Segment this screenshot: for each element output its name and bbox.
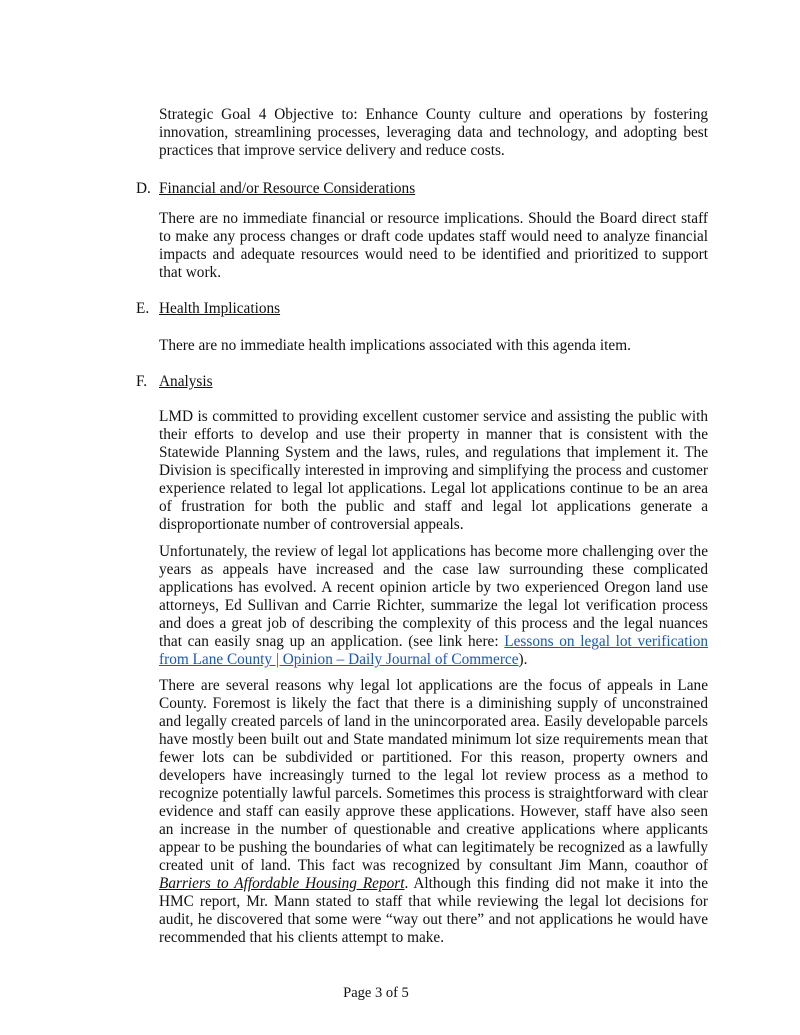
- section-e-title: Health Implications: [159, 300, 281, 317]
- section-e-body: There are no immediate health implications associated with this agenda item.: [159, 337, 631, 354]
- analysis-paragraph-3: [159, 677, 708, 947]
- analysis-paragraph-2-text: Unfortunately, the review of legal lot applications has become more challenging over the years as appeals have increased and the case law surrounding these complicated applications has evolved. A recent opinion article by two experienced Oregon land use attorneys, Ed Sullivan and Carrie Richter, summarize the legal lot verification process and does a great job of describing the complexity of this process and the legal nuances that can easily snag up an application. (see link here:: [159, 543, 708, 650]
- section-f-title: Analysis: [159, 373, 213, 390]
- section-e-letter: E.: [136, 300, 150, 317]
- analysis-paragraph-2: [159, 543, 708, 669]
- analysis-paragraph-3-start: There are several reasons why legal lot applications are the focus of appeals in Lane County. Foremost is likely the fact that there is a diminishing supply of unconstrained and legally created parcels of land in the unincorporated area. Easily developable parcels have mostly been built out and State mandated minimum lot size requirements mean that fewer lots can be subdivided or partitioned. For this reason, property owners and developers have increasingly turned to the legal lot review process as a method to recognize potentially lawful parcels. Sometimes this process is straightforward with clear evidence and staff can easily approve these applications. However, staff have also seen an increase in the number of questionable and creative applications where applicants appear to be pushing the boundaries of what can legitimately be recognized as a lawfully created unit of land. This fact was recognized by consultant Jim Mann, coauthor of: [159, 677, 708, 874]
- section-d-title: Financial and/or Resource Considerations: [159, 180, 416, 197]
- analysis-paragraph-1: LMD is committed to providing excellent customer service and assisting the public with their efforts to develop and use their property in manner that is consistent with the Statewide Planning System and the laws, rules, and regulations that implement it. The Division is specifically interested in improving and simplifying the process and customer experience related to legal lot applications. Legal lot applications continue to be an area of frustration for both the public and staff and legal lot applications generate a disproportionate number of controversial appeals.: [159, 408, 708, 533]
- section-d-letter: D.: [136, 180, 151, 197]
- page-number-footer: Page 3 of 5: [343, 985, 409, 1001]
- section-d-body: There are no immediate financial or resource implications. Should the Board direct staff to make any process changes or draft code updates staff would need to analyze financial impacts and adequate resources would need to be identified and prioritized to support that work.: [159, 210, 708, 281]
- section-f-letter: F.: [136, 373, 148, 390]
- opinion-article-link[interactable]: Lessons on legal lot verification from Lane County | Opinion – Daily Journal of Commerce: [159, 633, 708, 668]
- analysis-paragraph-2-end: ).: [518, 651, 528, 668]
- analysis-paragraph-3-end: . Although this finding did not make it into the HMC report, Mr. Mann stated to staff that while reviewing the legal lot decisions for audit, he discovered that some were “way out there” and not applications he would have recommended that his clients attempt to make.: [159, 875, 708, 946]
- report-title-italic: Barriers to Affordable Housing Report: [159, 875, 405, 892]
- strategic-goal-paragraph: Strategic Goal 4 Objective to: Enhance County culture and operations by fostering innovation, streamlining processes, leveraging data and technology, and adopting best practices that improve service delivery and reduce costs.: [159, 106, 708, 159]
